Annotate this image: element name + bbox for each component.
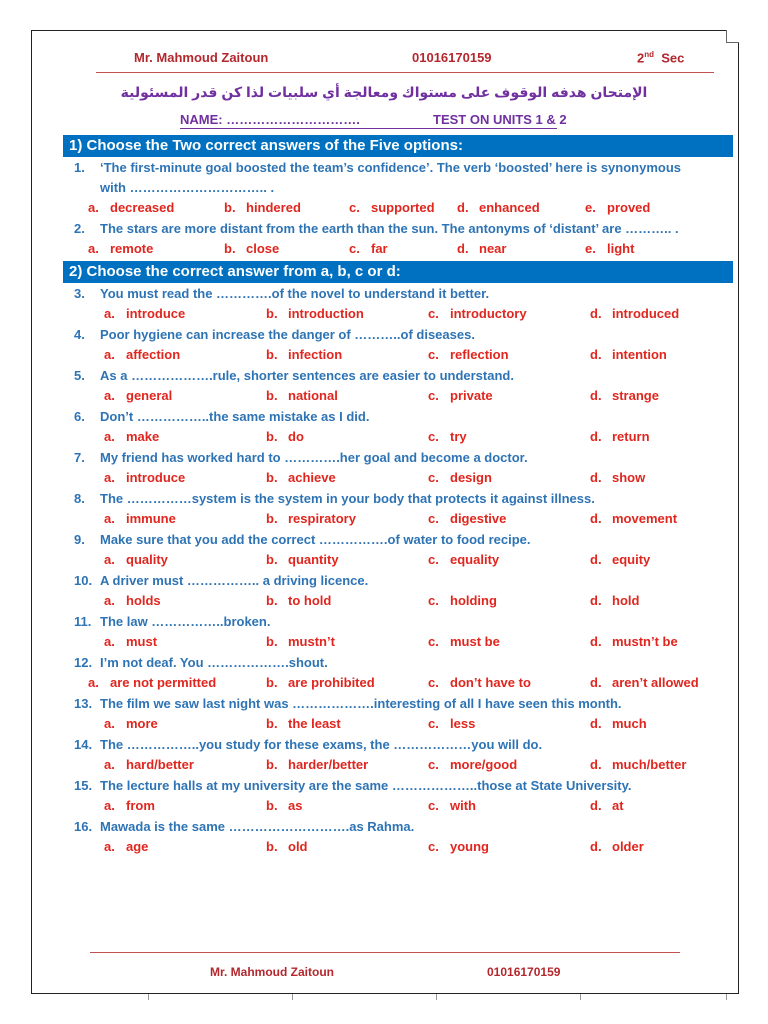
question-number: 1.: [74, 160, 85, 175]
answer-option[interactable]: [349, 200, 435, 215]
answer-option[interactable]: [266, 593, 331, 608]
option-text: must be: [450, 634, 500, 649]
answer-option[interactable]: [266, 675, 375, 690]
question-number: 10.: [74, 573, 93, 588]
answer-option[interactable]: [266, 798, 302, 813]
question-2: [74, 220, 724, 238]
option-letter: d.: [590, 716, 602, 731]
answer-option[interactable]: [266, 757, 368, 772]
option-text: less: [450, 716, 476, 731]
option-text: achieve: [288, 470, 336, 485]
question-text: My friend has worked hard to ………….her goal and become a doctor.: [100, 450, 528, 465]
option-text: reflection: [450, 347, 509, 362]
test-title: TEST ON UNITS 1 & 2: [433, 112, 567, 127]
option-text: more/good: [450, 757, 518, 772]
question-number: 14.: [74, 737, 93, 752]
option-letter: a.: [104, 552, 115, 567]
answer-option[interactable]: [88, 200, 174, 215]
option-letter: d.: [590, 634, 602, 649]
option-letter: c.: [428, 634, 439, 649]
question-10: [74, 572, 724, 590]
option-letter: b.: [266, 716, 278, 731]
option-text: design: [450, 470, 492, 485]
answer-option[interactable]: [457, 241, 506, 256]
bottom-ruler-tick: [726, 994, 727, 1000]
option-text: the least: [288, 716, 341, 731]
answer-option[interactable]: [104, 511, 176, 526]
option-letter: b.: [266, 552, 278, 567]
option-letter: c.: [428, 757, 439, 772]
question-number: 6.: [74, 409, 85, 424]
option-text: mustn’t: [288, 634, 335, 649]
section-1-header: 1) Choose the Two correct answers of the Five options:: [63, 135, 733, 157]
question-text: The law ……………..broken.: [100, 614, 271, 629]
question-11: [74, 613, 724, 631]
option-letter: b.: [266, 388, 278, 403]
option-letter: c.: [428, 306, 439, 321]
answer-option[interactable]: [266, 716, 341, 731]
option-text: enhanced: [479, 200, 540, 215]
answer-option[interactable]: [590, 306, 679, 321]
question-14: [74, 736, 724, 754]
answer-option[interactable]: [104, 716, 158, 731]
option-letter: b.: [266, 511, 278, 526]
option-text: proved: [607, 200, 651, 215]
question-6: [74, 408, 724, 426]
option-text: quantity: [288, 552, 339, 567]
option-letter: d.: [590, 347, 602, 362]
bottom-ruler-tick: [436, 994, 437, 1000]
option-letter: a.: [104, 716, 115, 731]
answer-option[interactable]: [88, 241, 153, 256]
page-corner-fold: [726, 30, 739, 43]
option-letter: b.: [224, 200, 236, 215]
footer-divider: [90, 952, 680, 953]
question-3: [74, 285, 724, 303]
answer-option[interactable]: [349, 241, 388, 256]
option-letter: b.: [266, 593, 278, 608]
answer-option[interactable]: [428, 347, 509, 362]
option-text: affection: [126, 347, 181, 362]
grade-number: 2: [637, 50, 645, 66]
question-text: The ……………system is the system in your body that protects it against illness.: [100, 491, 595, 506]
question-text: The lecture halls at my university are the same ………………..those at State University.: [100, 778, 632, 793]
answer-option[interactable]: [590, 839, 644, 854]
option-text: mustn’t be: [612, 634, 678, 649]
option-letter: b.: [266, 429, 278, 444]
option-text: light: [607, 241, 635, 256]
option-text: much: [612, 716, 647, 731]
option-letter: b.: [266, 798, 278, 813]
question-15: [74, 777, 724, 795]
option-letter: d.: [590, 511, 602, 526]
option-text: hard/better: [126, 757, 194, 772]
question-5: [74, 367, 724, 385]
option-letter: a.: [104, 429, 115, 444]
answer-option[interactable]: [428, 757, 517, 772]
question-4: [74, 326, 724, 344]
option-letter: a.: [104, 593, 115, 608]
header-divider: [96, 72, 714, 73]
question-1-continued: with ………………………….. .: [100, 180, 275, 195]
option-text: equality: [450, 552, 500, 567]
option-text: at: [612, 798, 624, 813]
title-underline: [180, 128, 557, 129]
answer-option[interactable]: [224, 200, 301, 215]
option-letter: a.: [88, 675, 99, 690]
question-text: Mawada is the same ……………………….as Rahma.: [100, 819, 415, 834]
option-letter: c.: [428, 429, 439, 444]
option-letter: b.: [266, 306, 278, 321]
option-letter: c.: [428, 675, 439, 690]
footer-teacher: Mr. Mahmoud Zaitoun: [210, 965, 334, 979]
option-text: equity: [612, 552, 651, 567]
answer-option[interactable]: [428, 839, 489, 854]
option-letter: a.: [104, 839, 115, 854]
option-text: intention: [612, 347, 667, 362]
answer-option[interactable]: [266, 552, 339, 567]
answer-option[interactable]: [590, 634, 678, 649]
option-letter: c.: [428, 470, 439, 485]
option-letter: e.: [585, 200, 596, 215]
option-letter: b.: [224, 241, 236, 256]
option-text: hold: [612, 593, 640, 608]
answer-option[interactable]: [590, 552, 650, 567]
option-letter: a.: [104, 306, 115, 321]
option-text: do: [288, 429, 304, 444]
answer-option[interactable]: [266, 511, 356, 526]
answer-option[interactable]: [224, 241, 279, 256]
question-text: The stars are more distant from the earth than the sun. The antonyms of ‘distant’ are ……….. .: [100, 221, 679, 236]
option-letter: d.: [590, 798, 602, 813]
footer-phone: 01016170159: [487, 965, 561, 979]
question-12: [74, 654, 724, 672]
question-number: 2.: [74, 221, 85, 236]
grade-suffix: nd: [644, 50, 655, 59]
option-letter: a.: [88, 241, 99, 256]
option-letter: d.: [590, 552, 602, 567]
answer-option[interactable]: [428, 306, 527, 321]
header-teacher: Mr. Mahmoud Zaitoun: [134, 50, 269, 65]
question-7: [74, 449, 724, 467]
answer-option[interactable]: [104, 634, 157, 649]
answer-option[interactable]: [590, 593, 639, 608]
answer-option[interactable]: [266, 306, 364, 321]
answer-option[interactable]: [104, 470, 185, 485]
question-1: [74, 159, 724, 177]
option-text: general: [126, 388, 173, 403]
option-letter: b.: [266, 757, 278, 772]
answer-option[interactable]: [585, 200, 650, 215]
option-letter: c.: [428, 347, 439, 362]
name-field: [180, 112, 360, 127]
question-number: 3.: [74, 286, 85, 301]
option-text: near: [479, 241, 507, 256]
option-letter: c.: [428, 716, 439, 731]
option-letter: d.: [457, 241, 469, 256]
question-number: 5.: [74, 368, 85, 383]
answer-option[interactable]: [266, 347, 342, 362]
option-text: introductory: [450, 306, 527, 321]
answer-option[interactable]: [266, 634, 335, 649]
grade-word: Sec: [661, 50, 685, 66]
answer-option[interactable]: [104, 757, 194, 772]
option-letter: c.: [349, 241, 360, 256]
answer-option[interactable]: [590, 347, 667, 362]
option-text: holds: [126, 593, 161, 608]
answer-option[interactable]: [428, 470, 492, 485]
header-phone: 01016170159: [412, 50, 492, 65]
option-text: close: [246, 241, 280, 256]
answer-option[interactable]: [590, 511, 677, 526]
option-text: must: [126, 634, 158, 649]
answer-option[interactable]: [266, 470, 336, 485]
option-letter: e.: [585, 241, 596, 256]
option-text: movement: [612, 511, 678, 526]
option-letter: c.: [428, 839, 439, 854]
answer-option[interactable]: [104, 798, 155, 813]
option-letter: c.: [428, 593, 439, 608]
question-number: 13.: [74, 696, 93, 711]
question-text: The ……………..you study for these exams, the ………………you will do.: [100, 737, 543, 752]
question-text: Don’t ……………..the same mistake as I did.: [100, 409, 370, 424]
answer-option[interactable]: [104, 429, 159, 444]
answer-option[interactable]: [428, 511, 506, 526]
answer-option[interactable]: [590, 470, 645, 485]
answer-option[interactable]: [428, 798, 476, 813]
answer-option[interactable]: [428, 593, 497, 608]
answer-option[interactable]: [428, 388, 493, 403]
option-text: to hold: [288, 593, 332, 608]
answer-option[interactable]: [590, 757, 686, 772]
option-text: supported: [371, 200, 435, 215]
name-label: NAME:: [180, 112, 223, 127]
answer-option[interactable]: [104, 552, 168, 567]
option-letter: d.: [590, 757, 602, 772]
option-letter: a.: [104, 388, 115, 403]
question-number: 11.: [74, 614, 92, 629]
option-text: older: [612, 839, 644, 854]
option-text: from: [126, 798, 155, 813]
option-text: strange: [612, 388, 659, 403]
option-text: hindered: [246, 200, 301, 215]
option-letter: d.: [457, 200, 469, 215]
answer-option[interactable]: [428, 716, 475, 731]
question-9: [74, 531, 724, 549]
option-letter: c.: [428, 798, 439, 813]
option-letter: b.: [266, 347, 278, 362]
answer-option[interactable]: [104, 388, 172, 403]
answer-option[interactable]: [104, 839, 148, 854]
option-letter: d.: [590, 839, 602, 854]
option-text: national: [288, 388, 338, 403]
question-number: 9.: [74, 532, 85, 547]
option-letter: d.: [590, 675, 602, 690]
answer-option[interactable]: [104, 347, 180, 362]
question-number: 4.: [74, 327, 85, 342]
option-letter: b.: [266, 634, 278, 649]
option-letter: a.: [104, 470, 115, 485]
option-text: introduction: [288, 306, 364, 321]
answer-option[interactable]: [266, 839, 308, 854]
option-letter: c.: [428, 552, 439, 567]
option-letter: d.: [590, 429, 602, 444]
option-text: show: [612, 470, 646, 485]
question-number: 16.: [74, 819, 93, 834]
option-letter: a.: [104, 511, 115, 526]
bottom-ruler-tick: [292, 994, 293, 1000]
option-text: quality: [126, 552, 168, 567]
option-text: digestive: [450, 511, 507, 526]
option-letter: b.: [266, 675, 278, 690]
option-text: make: [126, 429, 160, 444]
option-text: are prohibited: [288, 675, 375, 690]
answer-option[interactable]: [266, 429, 304, 444]
option-text: infection: [288, 347, 343, 362]
option-text: harder/better: [288, 757, 369, 772]
section-2-header: 2) Choose the correct answer from a, b, c or d:: [63, 261, 733, 283]
question-8: [74, 490, 724, 508]
question-text: I’m not deaf. You ……………….shout.: [100, 655, 328, 670]
option-text: respiratory: [288, 511, 356, 526]
question-text: You must read the ………….of the novel to understand it better.: [100, 286, 490, 301]
option-letter: a.: [88, 200, 99, 215]
option-letter: c.: [428, 511, 439, 526]
question-13: [74, 695, 724, 713]
option-text: with: [450, 798, 476, 813]
option-text: old: [288, 839, 308, 854]
option-text: far: [371, 241, 388, 256]
answer-option[interactable]: [428, 634, 500, 649]
option-letter: d.: [590, 388, 602, 403]
option-letter: c.: [349, 200, 360, 215]
answer-option[interactable]: [585, 241, 634, 256]
question-text: Make sure that you add the correct …………….of water to food recipe.: [100, 532, 531, 547]
option-letter: b.: [266, 839, 278, 854]
question-text: A driver must …………….. a driving licence.: [100, 573, 369, 588]
option-text: introduce: [126, 470, 186, 485]
question-number: 8.: [74, 491, 85, 506]
option-letter: c.: [428, 388, 439, 403]
bottom-ruler-tick: [148, 994, 149, 1000]
answer-option[interactable]: [590, 429, 650, 444]
option-letter: d.: [590, 306, 602, 321]
option-letter: d.: [590, 593, 602, 608]
answer-option[interactable]: [88, 675, 216, 690]
option-text: remote: [110, 241, 154, 256]
option-text: as: [288, 798, 303, 813]
option-text: don’t have to: [450, 675, 531, 690]
option-letter: a.: [104, 634, 115, 649]
arabic-instruction: الإمتحان هدفه الوقوف على مستواك ومعالجة أي سلبيات لذا كن قدر المسئولية: [120, 84, 648, 100]
option-text: more: [126, 716, 158, 731]
option-text: immune: [126, 511, 176, 526]
option-text: aren’t allowed: [612, 675, 699, 690]
answer-option[interactable]: [457, 200, 540, 215]
option-text: introduced: [612, 306, 680, 321]
option-letter: b.: [266, 470, 278, 485]
answer-option[interactable]: [590, 675, 699, 690]
bottom-ruler-tick: [580, 994, 581, 1000]
header-grade: [637, 50, 684, 65]
answer-option[interactable]: [590, 798, 624, 813]
option-text: try: [450, 429, 467, 444]
answer-option[interactable]: [104, 593, 161, 608]
option-text: private: [450, 388, 493, 403]
question-number: 7.: [74, 450, 85, 465]
question-text: The film we saw last night was ……………….interesting of all I have seen this month.: [100, 696, 622, 711]
option-text: young: [450, 839, 489, 854]
question-text: As a ……………….rule, shorter sentences are easier to understand.: [100, 368, 514, 383]
question-number: 15.: [74, 778, 93, 793]
option-text: are not permitted: [110, 675, 217, 690]
answer-option[interactable]: [266, 388, 338, 403]
question-text: Poor hygiene can increase the danger of ………..of diseases.: [100, 327, 475, 342]
option-text: decreased: [110, 200, 175, 215]
option-text: much/better: [612, 757, 687, 772]
option-letter: a.: [104, 798, 115, 813]
answer-option[interactable]: [428, 429, 467, 444]
option-letter: a.: [104, 757, 115, 772]
option-letter: a.: [104, 347, 115, 362]
option-text: introduce: [126, 306, 186, 321]
question-number: 12.: [74, 655, 93, 670]
name-blank: ………………………….: [226, 112, 360, 127]
answer-option[interactable]: [590, 716, 647, 731]
answer-option[interactable]: [104, 306, 185, 321]
question-16: [74, 818, 724, 836]
question-text: ‘The first-minute goal boosted the team’s confidence’. The verb ‘boosted’ here is synonymous: [100, 160, 682, 175]
option-letter: d.: [590, 470, 602, 485]
answer-option[interactable]: [428, 552, 499, 567]
answer-option[interactable]: [428, 675, 531, 690]
option-text: return: [612, 429, 650, 444]
option-text: age: [126, 839, 149, 854]
answer-option[interactable]: [590, 388, 659, 403]
option-text: holding: [450, 593, 497, 608]
